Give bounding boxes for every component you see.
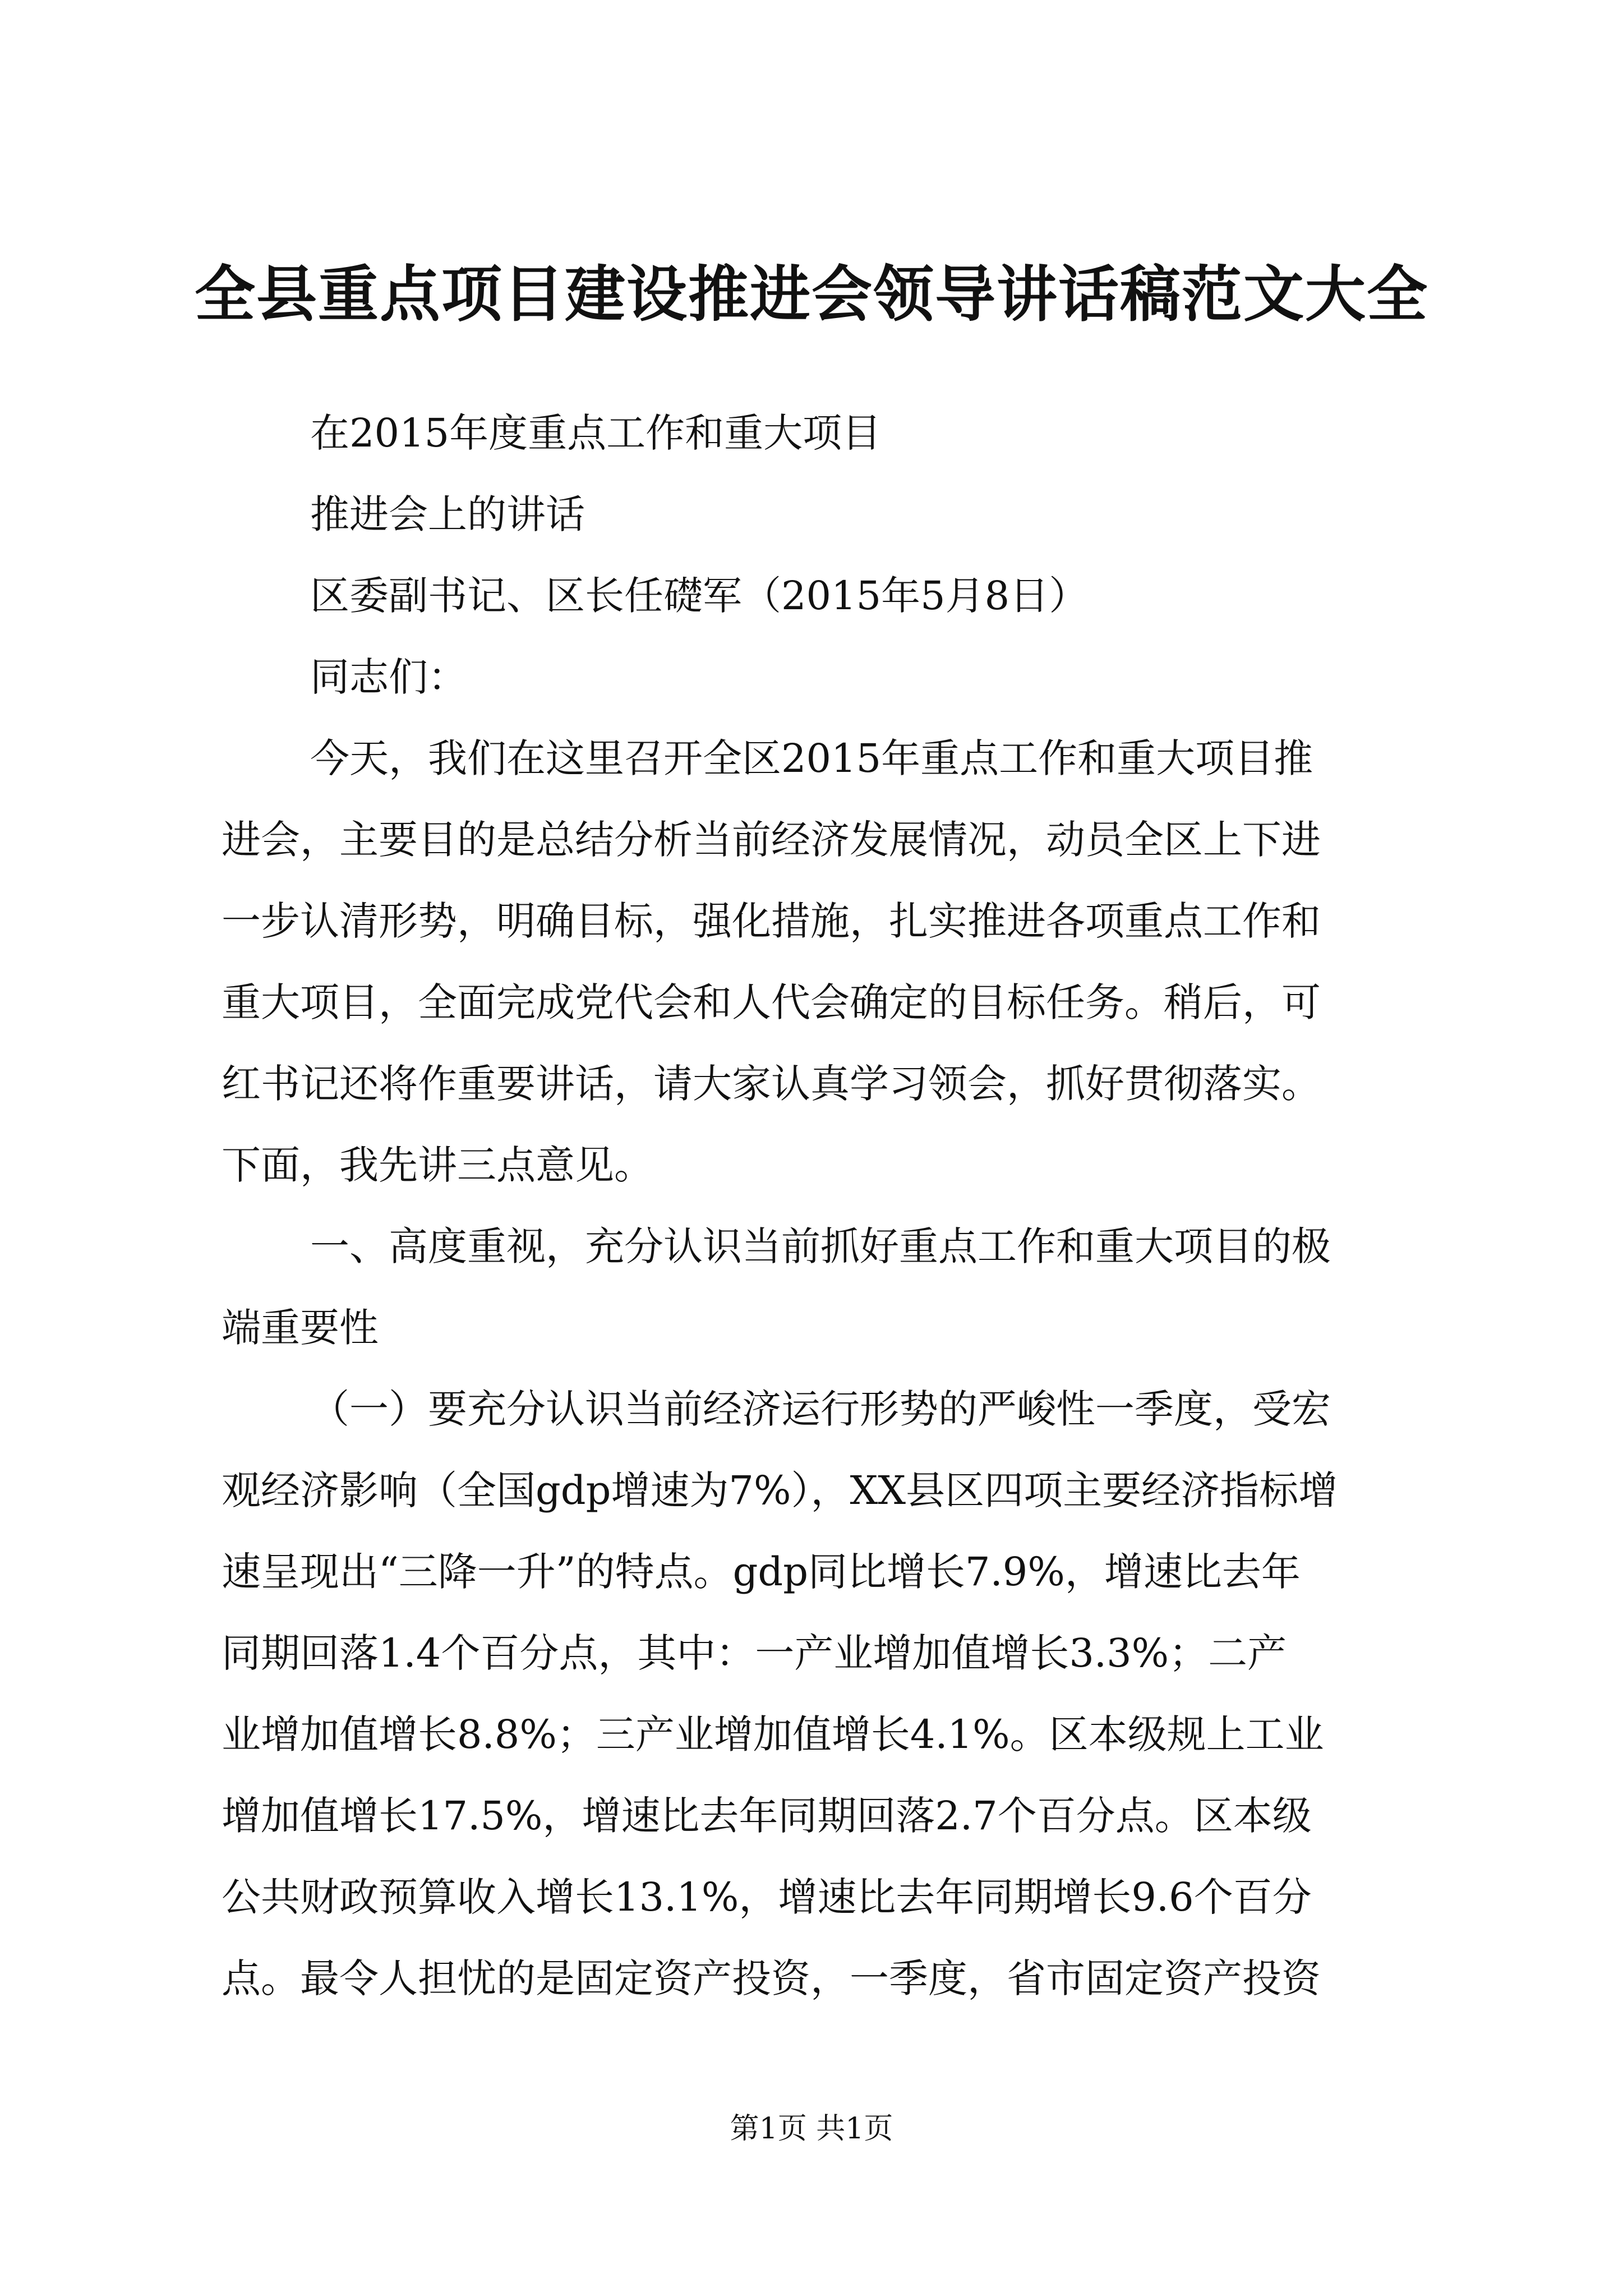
- paragraph-line: 速呈现出“三降一升”的特点。gdp同比增长7.9%，增速比去年: [222, 1549, 1301, 1595]
- speech-occasion-line-2: 推进会上的讲话: [310, 491, 585, 537]
- paragraph-line: 公共财政预算收入增长13.1%，增速比去年同期增长9.6个百分: [222, 1874, 1312, 1920]
- document-title: 全县重点项目建设推进会领导讲话稿范文大全: [194, 259, 1428, 330]
- paragraph-line: 观经济影响（全国gdp增速为7%），XX县区四项主要经济指标增: [222, 1467, 1338, 1513]
- paragraph-intro: [222, 718, 1433, 1206]
- section-heading-line: 端重要性: [222, 1305, 379, 1351]
- speaker-line: 区委副书记、区长任礎军（2015年5月8日）: [310, 573, 1089, 619]
- paragraph-line: 进会，主要目的是总结分析当前经济发展情况，动员全区上下进: [222, 817, 1321, 863]
- paragraph-line: 增加值增长17.5%，增速比去年同期回落2.7个百分点。区本级: [222, 1793, 1312, 1839]
- paragraph-line: 同期回落1.4个百分点，其中：一产业增加值增长3.3%；二产: [222, 1630, 1287, 1676]
- speech-occasion-line-1: 在2015年度重点工作和重大项目: [310, 410, 882, 456]
- page-footer: 第1页 共1页: [730, 2112, 893, 2146]
- paragraph-line: 红书记还将作重要讲话，请大家认真学习领会，抓好贯彻落实。: [222, 1061, 1321, 1107]
- paragraph-line: 业增加值增长8.8%；三产业增加值增长4.1%。区本级规上工业: [222, 1711, 1324, 1757]
- salutation: 同志们：: [310, 654, 467, 700]
- paragraph-economy: [222, 1369, 1433, 2019]
- paragraph-line: 重大项目，全面完成党代会和人代会确定的目标任务。稍后，可: [222, 979, 1321, 1025]
- section-heading-line: 一、高度重视，充分认识当前抓好重点工作和重大项目的极: [310, 1223, 1331, 1269]
- paragraph-line: 点。最令人担忧的是固定资产投资，一季度，省市固定资产投资: [222, 1955, 1321, 2001]
- section-heading-1: [222, 1206, 1433, 1369]
- paragraph-line: 下面，我先讲三点意见。: [222, 1142, 653, 1188]
- paragraph-line: （一）要充分认识当前经济运行形势的严峻性一季度，受宏: [310, 1386, 1331, 1432]
- paragraph-line: 今天，我们在这里召开全区2015年重点工作和重大项目推: [310, 735, 1313, 781]
- paragraph-line: 一步认清形势，明确目标，强化措施，扎实推进各项重点工作和: [222, 898, 1321, 944]
